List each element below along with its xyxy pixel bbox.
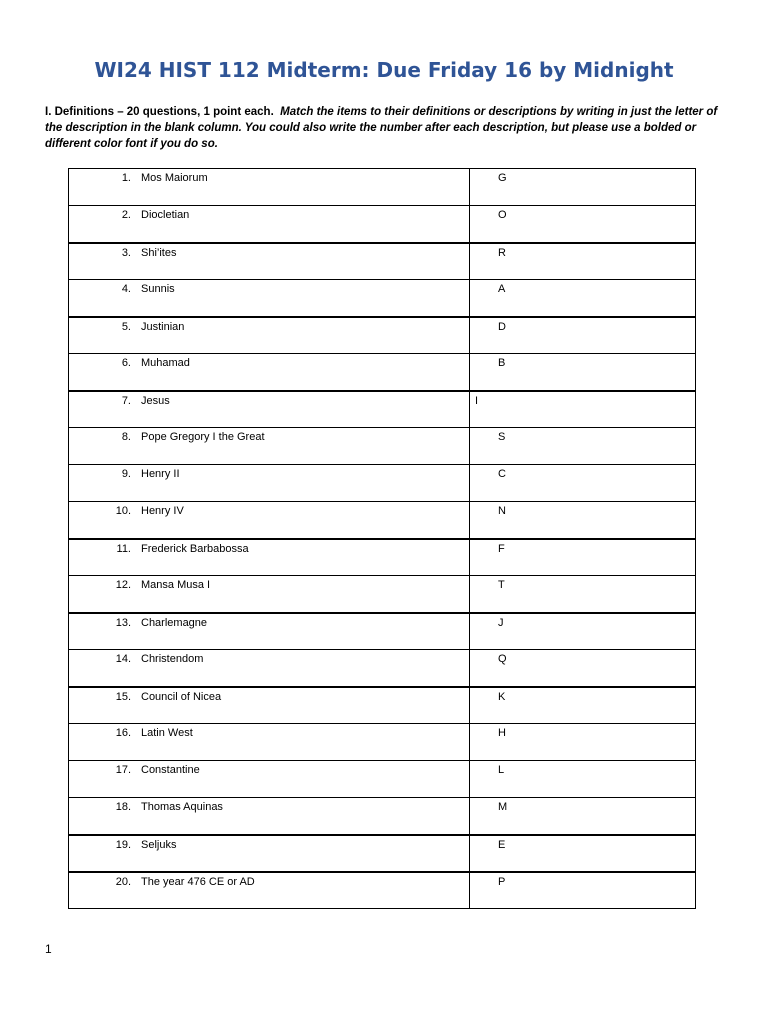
term-cell (69, 354, 470, 391)
term-cell (69, 391, 470, 428)
term-label: Henry IV (141, 505, 184, 517)
item-number: 14. (115, 653, 131, 665)
page-number: 1 (45, 942, 52, 956)
answer-cell[interactable] (470, 169, 696, 206)
table-row (69, 169, 696, 206)
answer-cell[interactable] (470, 391, 696, 428)
answer-cell[interactable] (470, 502, 696, 539)
term-cell (69, 169, 470, 206)
answer-cell[interactable] (470, 206, 696, 243)
answer-letter: E (498, 838, 506, 851)
answer-cell[interactable] (470, 354, 696, 391)
answer-letter: C (498, 468, 506, 480)
table-row (69, 280, 696, 317)
term-label: Thomas Aquinas (141, 801, 223, 813)
answer-letter: P (498, 875, 506, 888)
answer-cell[interactable] (470, 724, 696, 761)
term-label: Jesus (141, 394, 170, 407)
answer-cell[interactable] (470, 798, 696, 835)
item-number: 12. (115, 579, 131, 591)
answer-letter: T (498, 579, 505, 591)
term-label: Justinian (141, 320, 185, 333)
term-cell (69, 613, 470, 650)
term-cell (69, 539, 470, 576)
item-number: 7. (121, 394, 131, 407)
item-number: 19. (115, 838, 131, 851)
answer-letter: J (498, 616, 504, 629)
term-cell (69, 280, 470, 317)
answer-cell[interactable] (470, 687, 696, 724)
item-number: 4. (121, 283, 131, 295)
term-cell (69, 243, 470, 280)
term-label: Mansa Musa I (141, 579, 211, 591)
answer-letter: D (498, 320, 506, 333)
term-label: Henry II (141, 468, 180, 480)
answer-letter: B (498, 357, 506, 369)
table-row (69, 724, 696, 761)
page-title: WI24 HIST 112 Midterm: Due Friday 16 by Midnight (94, 58, 674, 82)
term-cell (69, 835, 470, 872)
table-row (69, 243, 696, 280)
answer-cell[interactable] (470, 872, 696, 909)
term-label: Council of Nicea (141, 690, 222, 703)
answer-letter: G (498, 172, 507, 184)
answer-cell[interactable] (470, 835, 696, 872)
answer-cell[interactable] (470, 539, 696, 576)
answer-cell[interactable] (470, 465, 696, 502)
term-cell (69, 687, 470, 724)
item-number: 1. (121, 172, 131, 184)
instructions (45, 104, 735, 152)
answer-cell[interactable] (470, 317, 696, 354)
answer-cell[interactable] (470, 650, 696, 687)
item-number: 13. (115, 616, 131, 629)
item-number: 5. (121, 320, 131, 333)
table-row (69, 798, 696, 835)
term-label: Muhamad (141, 357, 190, 369)
answer-letter: S (498, 431, 506, 443)
instructions-body: Match the items to their definitions or descriptions by writing in just the letter of the description in the blank column. You could also write the number after each description, but please use a bolded or different color font if you do so. (45, 106, 718, 150)
term-cell (69, 428, 470, 465)
table-row (69, 872, 696, 909)
term-label: The year 476 CE or AD (141, 875, 255, 888)
answer-letter: F (498, 542, 505, 555)
table-row (69, 576, 696, 613)
table-row (69, 650, 696, 687)
term-cell (69, 502, 470, 539)
term-label: Christendom (141, 653, 204, 665)
answer-letter: K (498, 690, 506, 703)
item-number: 2. (121, 209, 131, 221)
table-row (69, 465, 696, 502)
item-number: 17. (115, 764, 131, 776)
term-label: Mos Maiorum (141, 172, 208, 184)
term-cell (69, 798, 470, 835)
answer-cell[interactable] (470, 613, 696, 650)
term-cell (69, 317, 470, 354)
table-row (69, 391, 696, 428)
term-label: Charlemagne (141, 616, 208, 629)
answer-letter: H (498, 727, 506, 739)
answer-letter: Q (498, 653, 507, 665)
term-label: Diocletian (141, 209, 190, 221)
term-cell (69, 761, 470, 798)
item-number: 18. (115, 801, 131, 813)
answer-letter: M (498, 801, 508, 813)
answer-letter: L (498, 764, 505, 776)
term-label: Pope Gregory I the Great (141, 431, 265, 443)
item-number: 20. (115, 875, 131, 888)
table-row (69, 317, 696, 354)
answer-cell[interactable] (470, 243, 696, 280)
answer-cell[interactable] (470, 761, 696, 798)
table-row (69, 428, 696, 465)
table-row (69, 354, 696, 391)
term-label: Frederick Barbabossa (141, 542, 249, 555)
term-cell (69, 650, 470, 687)
table-row (69, 835, 696, 872)
item-number: 15. (115, 690, 131, 703)
answer-letter: N (498, 505, 506, 517)
table-row (69, 206, 696, 243)
term-label: Latin West (141, 727, 193, 739)
term-label: Seljuks (141, 838, 177, 851)
answer-cell[interactable] (470, 576, 696, 613)
answer-letter: O (498, 209, 507, 221)
table-row (69, 687, 696, 724)
item-number: 11. (116, 542, 131, 555)
item-number: 16. (115, 727, 131, 739)
item-number: 3. (121, 246, 131, 259)
answer-letter: A (498, 283, 506, 295)
definitions-table (68, 168, 696, 909)
term-cell (69, 465, 470, 502)
table-row (69, 539, 696, 576)
term-cell (69, 872, 470, 909)
table-row (69, 761, 696, 798)
term-label: Shi’ites (141, 246, 177, 259)
item-number: 6. (121, 357, 131, 369)
answer-letter: R (498, 246, 506, 259)
answer-cell[interactable] (470, 280, 696, 317)
term-cell (69, 576, 470, 613)
table-row (69, 502, 696, 539)
instructions-lead: I. Definitions – 20 questions, 1 point each. (45, 106, 274, 118)
answer-letter: I (475, 394, 479, 407)
term-label: Constantine (141, 764, 200, 776)
item-number: 8. (121, 431, 131, 443)
term-cell (69, 206, 470, 243)
term-cell (69, 724, 470, 761)
item-number: 9. (121, 468, 131, 480)
item-number: 10. (115, 505, 131, 517)
table-row (69, 613, 696, 650)
term-label: Sunnis (141, 283, 175, 295)
answer-cell[interactable] (470, 428, 696, 465)
